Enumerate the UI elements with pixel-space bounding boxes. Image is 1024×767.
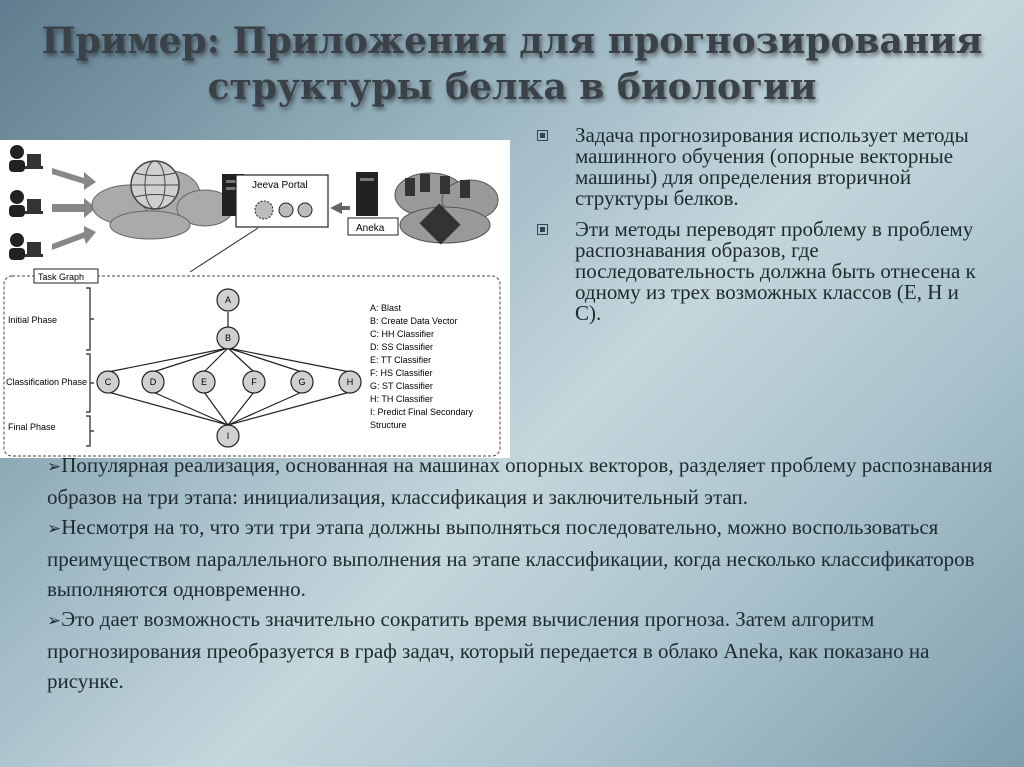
phase-label-final: Final Phase: [8, 422, 56, 432]
portal-node-icon: [255, 201, 273, 219]
server-icon: [356, 172, 378, 216]
task-graph-figure: [0, 140, 510, 458]
portal-node-icon: [298, 203, 312, 217]
body-paragraph: ➢Популярная реализация, основанная на машинах опорных векторов, разделяет проблему распознавания образов на три этапа: инициализация, классификация и заключительный этап.: [47, 453, 993, 509]
task-graph-frame: [4, 276, 500, 456]
user-icon: [9, 233, 43, 260]
node-label-a: A: [224, 295, 232, 305]
phase-label-classification: Classification Phase: [6, 377, 88, 387]
node-label-g: G: [298, 377, 306, 387]
arrow-bullet-icon: ➢: [47, 519, 62, 539]
node-label-i: I: [226, 431, 230, 441]
bullet-item: [535, 125, 985, 209]
globe-icon: [131, 161, 179, 209]
bullet-text: Задача прогнозирования использует методы машинного обучения (опорные векторные машины) для определения вторичной структуры белков.: [575, 123, 969, 210]
node-label-d: D: [149, 377, 157, 387]
jeeva-portal-label: Jeeva Portal: [252, 180, 308, 191]
bullet-item: [535, 219, 985, 324]
legend-item: G: ST Classifier: [370, 381, 433, 391]
legend-item: Structure: [370, 420, 407, 430]
legend-item: A: Blast: [370, 303, 402, 313]
arrow-bullet-icon: ➢: [47, 457, 62, 477]
bullet-list: [535, 125, 985, 334]
body-text: [47, 450, 997, 696]
legend-item: C: HH Classifier: [370, 329, 435, 339]
node-label-b: B: [224, 333, 232, 343]
body-paragraph: ➢Это дает возможность значительно сократить время вычисления прогноза. Затем алгоритм прогнозирования преобразуется в граф задач, который передается в облако Aneka, как показано на рисунке.: [47, 607, 930, 693]
task-graph-label: Task Graph: [38, 272, 85, 282]
user-icon: [9, 190, 43, 217]
slide-title: [40, 18, 984, 110]
aneka-label: Aneka: [356, 223, 385, 234]
node-label-h: H: [346, 377, 354, 387]
arrow-bullet-icon: ➢: [47, 611, 62, 631]
bullet-text: Эти методы переводят проблему в проблему распознавания образов, где последовательность должна быть отнесена к одному из трех возможных классов (E, H и C).: [575, 217, 976, 325]
square-bullet-icon: [537, 224, 548, 235]
legend-item: B: Create Data Vector: [370, 316, 458, 326]
user-icon: [9, 145, 43, 172]
legend-item: D: SS Classifier: [370, 342, 434, 352]
title-line-2: структуры белка в биологии: [207, 66, 817, 108]
phase-label-initial: Initial Phase: [8, 315, 58, 325]
node-label-f: F: [251, 377, 257, 387]
portal-node-icon: [279, 203, 293, 217]
title-line-1: Пример: Приложения для прогнозирования: [41, 20, 983, 62]
legend-item: E: TT Classifier: [370, 355, 432, 365]
node-label-e: E: [200, 377, 208, 387]
legend-item: I: Predict Final Secondary: [370, 407, 474, 417]
arrow-icon: [330, 202, 350, 214]
node-label-c: C: [104, 377, 112, 387]
legend-item: F: HS Classifier: [370, 368, 433, 378]
arrow-icon: [52, 168, 96, 250]
body-paragraph: ➢Несмотря на то, что эти три этапа должны выполняться последовательно, можно воспользоваться преимуществом параллельного выполнения на этапе классификации, когда несколько классификаторов выполняются одновременно.: [47, 515, 975, 601]
legend-item: H: TH Classifier: [370, 394, 433, 404]
square-bullet-icon: [537, 130, 548, 141]
